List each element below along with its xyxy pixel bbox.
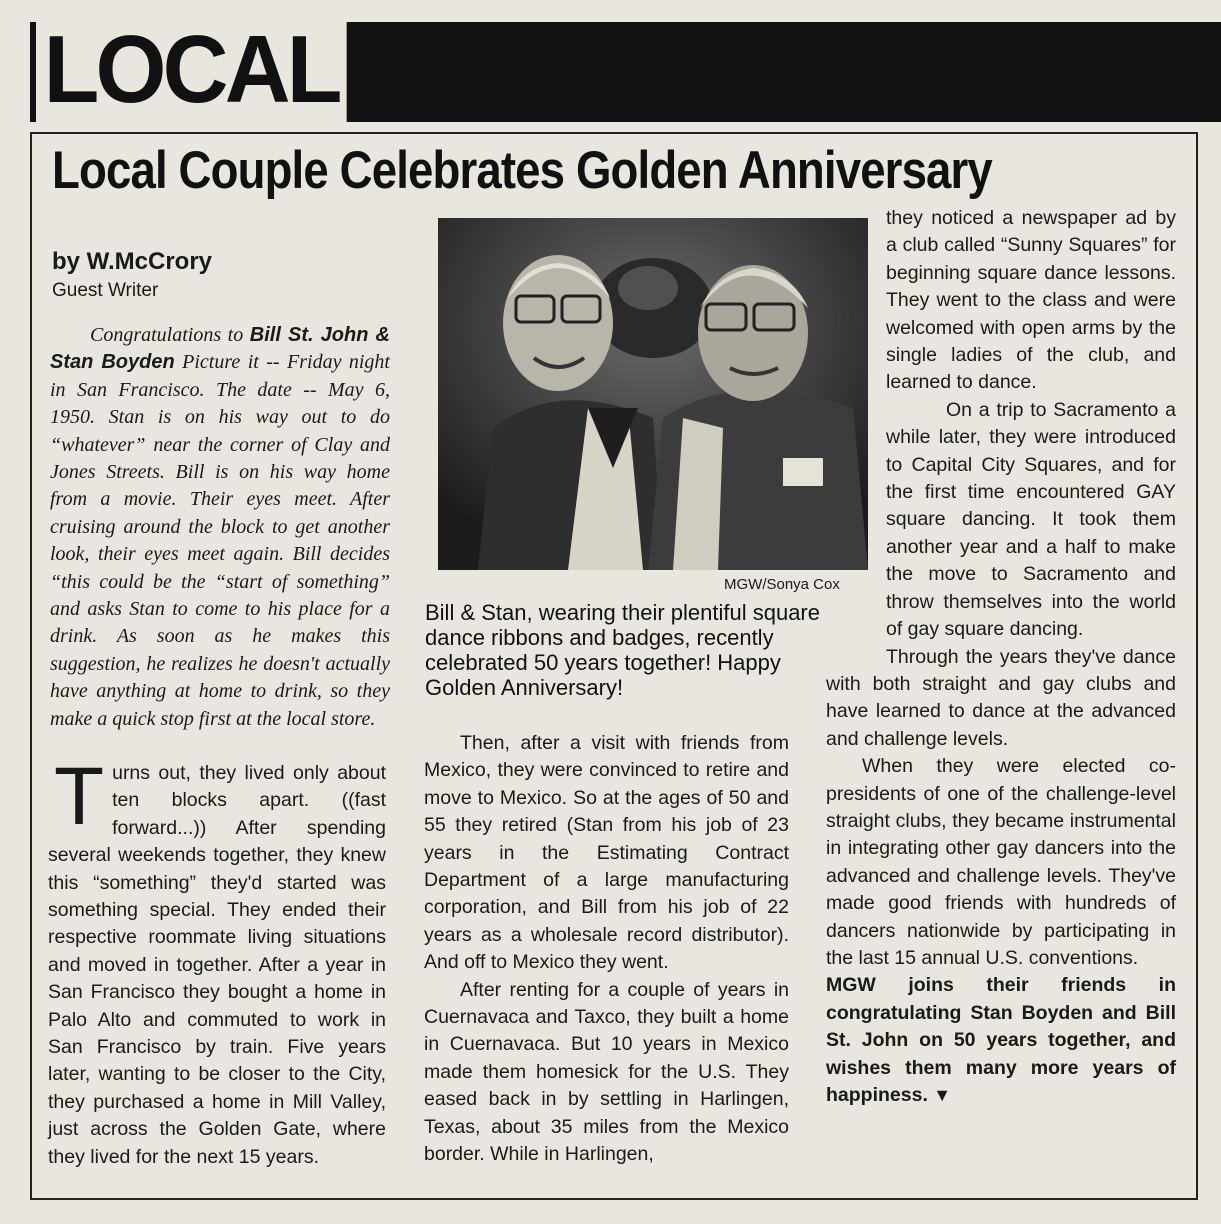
column-3-paragraph: When they were elected co-presidents of one of the challenge-level straight clubs, they became instrumental in integrating other gay dancers into the advanced and challenge levels. They've made good friends with hundreds of dancers nationwide by participating in the last 15 annual U.S. conventions. bbox=[826, 755, 1176, 969]
photo-credit: MGW/Sonya Cox bbox=[724, 576, 840, 593]
column-1-text: urns out, they lived only about ten blocks apart. ((fast forward...)) After spending several weekends together, they knew this “something” they'd started was something special. They ended their respective roommate living situations and moved in together. After a year in San Francisco they bought a home in Palo Alto and commuted to work in San Francisco by train. Five years later, wanting to be closer to the City, they purchased a home in Mill Valley, just across the Golden Gate, where they lived for the next 15 years. bbox=[48, 762, 386, 1168]
column-3 bbox=[826, 205, 1176, 1109]
column-2-paragraph: After renting for a couple of years in Cuernavaca and Taxco, they built a home in Cuernavaca. But 10 years in Mexico made them homesick for the U.S. They eased back in by settling in Harlingen, Texas, about 35 miles from the Mexico border. While in Harlingen, bbox=[424, 978, 789, 1166]
column-3-paragraph: Through the years they've dance with both straight and gay clubs and have learned to dance at the advanced and challenge levels. bbox=[826, 645, 1176, 750]
photo-image bbox=[438, 218, 868, 570]
column-3-paragraph: they noticed a newspaper ad by a club called “Sunny Squares” for beginning square dance lessons. They went to the class and were welcomed with open arms by the single ladies of the club, and learned to dance. bbox=[886, 207, 1176, 394]
end-mark-icon: ▼ bbox=[933, 1085, 952, 1105]
column-2 bbox=[424, 730, 789, 1169]
drop-cap: T bbox=[54, 751, 105, 842]
byline: by W.McCrory bbox=[52, 248, 213, 275]
column-1 bbox=[48, 751, 386, 1171]
closing-paragraph: MGW joins their friends in congratulating Stan Boyden and Bill St. John on 50 years together, and wishes them many more years of happiness. ▼ bbox=[826, 974, 1176, 1106]
column-2-paragraph: Then, after a visit with friends from Mexico, they were convinced to retire and move to Mexico. So at the ages of 50 and 55 they retired (Stan from his job of 23 years in the Estimating Contract Department of a large manufacturing corporation, and Bill from his job of 22 years as a wholesale record distributor). And off to Mexico they went. bbox=[424, 732, 789, 974]
section-label: LOCAL bbox=[36, 18, 346, 122]
intro-paragraph: Congratulations to Bill St. John & Stan Boyden Picture it -- Friday night in San Francisco. The date -- May 6, 1950. Stan is on his way out to do “whatever” near the corner of Clay and Jones Streets. Bill is on his way home from a movie. Their eyes meet. After cruising around the block to get another look, their eyes meet again. Bill decides “this could be the “start of something” and asks Stan to come to his place for a drink. As soon as he makes this suggestion, he realizes he doesn't actually have anything at home to drink, so they make a quick stop first at the local store. bbox=[50, 324, 390, 730]
couple-names: Bill St. John & Stan Boyden bbox=[50, 324, 390, 374]
couple-photo bbox=[438, 218, 868, 570]
headline: Local Couple Celebrates Golden Anniversary bbox=[52, 141, 992, 200]
photo-caption: Bill & Stan, wearing their plentiful square dance ribbons and badges, recently celebrated 50 years together! Happy Golden Anniversary! bbox=[425, 600, 820, 700]
column-3-paragraph: On a trip to Sacramento a while later, they were introduced to Capital City Squares, and for the first time encountered GAY square dancing. It took them another year and a half to make the move to Sacramento and throw themselves into the world of gay square dancing. bbox=[886, 398, 1176, 641]
author-role: Guest Writer bbox=[52, 280, 159, 301]
